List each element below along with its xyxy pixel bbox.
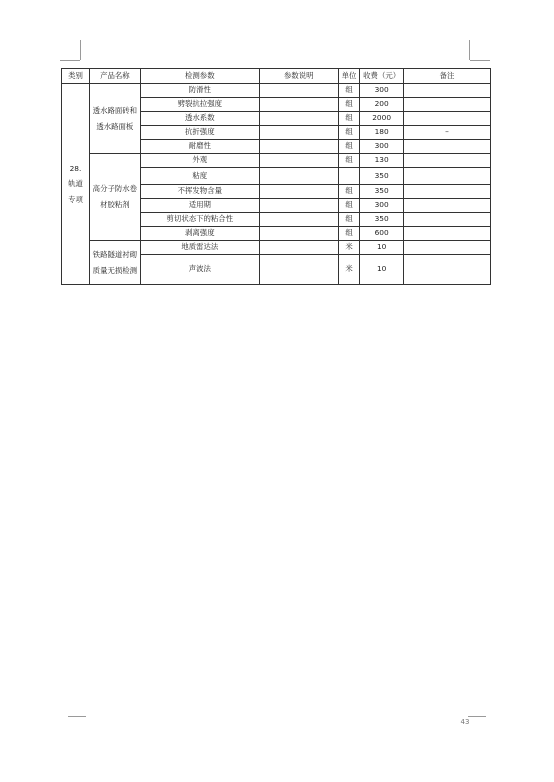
- remarks-cell: [403, 185, 490, 199]
- page-number: 43: [460, 718, 470, 726]
- remarks-cell: [403, 241, 490, 255]
- parameter-description-cell: [259, 255, 338, 285]
- product-name-cell: 透水路面砖和透水路面板: [89, 84, 140, 154]
- test-parameter-cell: 剥离强度: [140, 227, 259, 241]
- fee-cell: 300: [360, 199, 404, 213]
- fee-cell: 300: [360, 84, 404, 98]
- parameter-description-cell: [259, 241, 338, 255]
- header-test-parameter: 检测参数: [140, 69, 259, 84]
- parameter-description-cell: [259, 185, 338, 199]
- test-parameter-cell: 防滑性: [140, 84, 259, 98]
- test-parameter-cell: 不挥发物含量: [140, 185, 259, 199]
- fee-cell: 350: [360, 213, 404, 227]
- remarks-cell: [403, 154, 490, 168]
- parameter-description-cell: [259, 154, 338, 168]
- unit-cell: 组: [338, 213, 360, 227]
- crop-mark-bottom-right-horizontal: [468, 716, 486, 717]
- remarks-cell: [403, 199, 490, 213]
- remarks-cell: [403, 168, 490, 185]
- remarks-cell: [403, 255, 490, 285]
- test-parameter-cell: 劈裂抗拉强度: [140, 98, 259, 112]
- product-name-cell: 铁路隧道衬砌质量无损检测: [89, 241, 140, 285]
- header-unit: 单位: [338, 69, 360, 84]
- remarks-cell: [403, 112, 490, 126]
- category-cell: 28.轨道专项: [62, 84, 90, 285]
- parameter-description-cell: [259, 213, 338, 227]
- test-parameter-cell: 声波法: [140, 255, 259, 285]
- test-parameter-cell: 外观: [140, 154, 259, 168]
- test-parameter-cell: 适用期: [140, 199, 259, 213]
- fee-cell: 130: [360, 154, 404, 168]
- fee-cell: 10: [360, 241, 404, 255]
- crop-mark-top-right-horizontal: [470, 60, 490, 61]
- parameter-description-cell: [259, 84, 338, 98]
- fee-cell: 350: [360, 168, 404, 185]
- unit-cell: 组: [338, 140, 360, 154]
- parameter-description-cell: [259, 168, 338, 185]
- unit-cell: 组: [338, 199, 360, 213]
- fee-cell: 2000: [360, 112, 404, 126]
- crop-mark-top-left-vertical: [80, 40, 81, 60]
- table-row: [62, 241, 491, 255]
- unit-cell: 米: [338, 241, 360, 255]
- table-row: [62, 84, 491, 98]
- fee-cell: 600: [360, 227, 404, 241]
- parameter-description-cell: [259, 140, 338, 154]
- header-parameter-description: 参数说明: [259, 69, 338, 84]
- parameter-description-cell: [259, 98, 338, 112]
- test-parameter-cell: 耐磨性: [140, 140, 259, 154]
- test-parameter-cell: 剪切状态下的粘合性: [140, 213, 259, 227]
- remarks-cell: [403, 84, 490, 98]
- test-parameter-cell: 地质雷达法: [140, 241, 259, 255]
- unit-cell: 组: [338, 112, 360, 126]
- remarks-cell: [403, 140, 490, 154]
- unit-cell: [338, 168, 360, 185]
- remarks-cell: [403, 227, 490, 241]
- header-product-name: 产品名称: [89, 69, 140, 84]
- fee-cell: 300: [360, 140, 404, 154]
- parameter-description-cell: [259, 112, 338, 126]
- unit-cell: 组: [338, 154, 360, 168]
- fee-cell: 200: [360, 98, 404, 112]
- header-fee: 收费（元）: [360, 69, 404, 84]
- unit-cell: 组: [338, 98, 360, 112]
- test-parameter-cell: 粘度: [140, 168, 259, 185]
- parameter-description-cell: [259, 199, 338, 213]
- crop-mark-top-right-vertical: [469, 40, 470, 60]
- product-name-cell: 高分子防水卷材胶粘剂: [89, 154, 140, 241]
- test-parameter-cell: 透水系数: [140, 112, 259, 126]
- unit-cell: 组: [338, 185, 360, 199]
- table-row: [62, 154, 491, 168]
- test-parameter-cell: 抗折强度: [140, 126, 259, 140]
- unit-cell: 组: [338, 84, 360, 98]
- table-header-row: [62, 69, 491, 84]
- header-remarks: 备注: [403, 69, 490, 84]
- fee-cell: 350: [360, 185, 404, 199]
- fee-cell: 180: [360, 126, 404, 140]
- remarks-cell: [403, 98, 490, 112]
- header-category: 类别: [62, 69, 90, 84]
- fee-table: [61, 68, 491, 285]
- parameter-description-cell: [259, 227, 338, 241]
- unit-cell: 组: [338, 227, 360, 241]
- crop-mark-top-left-horizontal: [60, 60, 80, 61]
- fee-cell: 10: [360, 255, 404, 285]
- parameter-description-cell: [259, 126, 338, 140]
- crop-mark-bottom-left-horizontal: [68, 716, 86, 717]
- unit-cell: 米: [338, 255, 360, 285]
- remarks-cell: –: [403, 126, 490, 140]
- unit-cell: 组: [338, 126, 360, 140]
- remarks-cell: [403, 213, 490, 227]
